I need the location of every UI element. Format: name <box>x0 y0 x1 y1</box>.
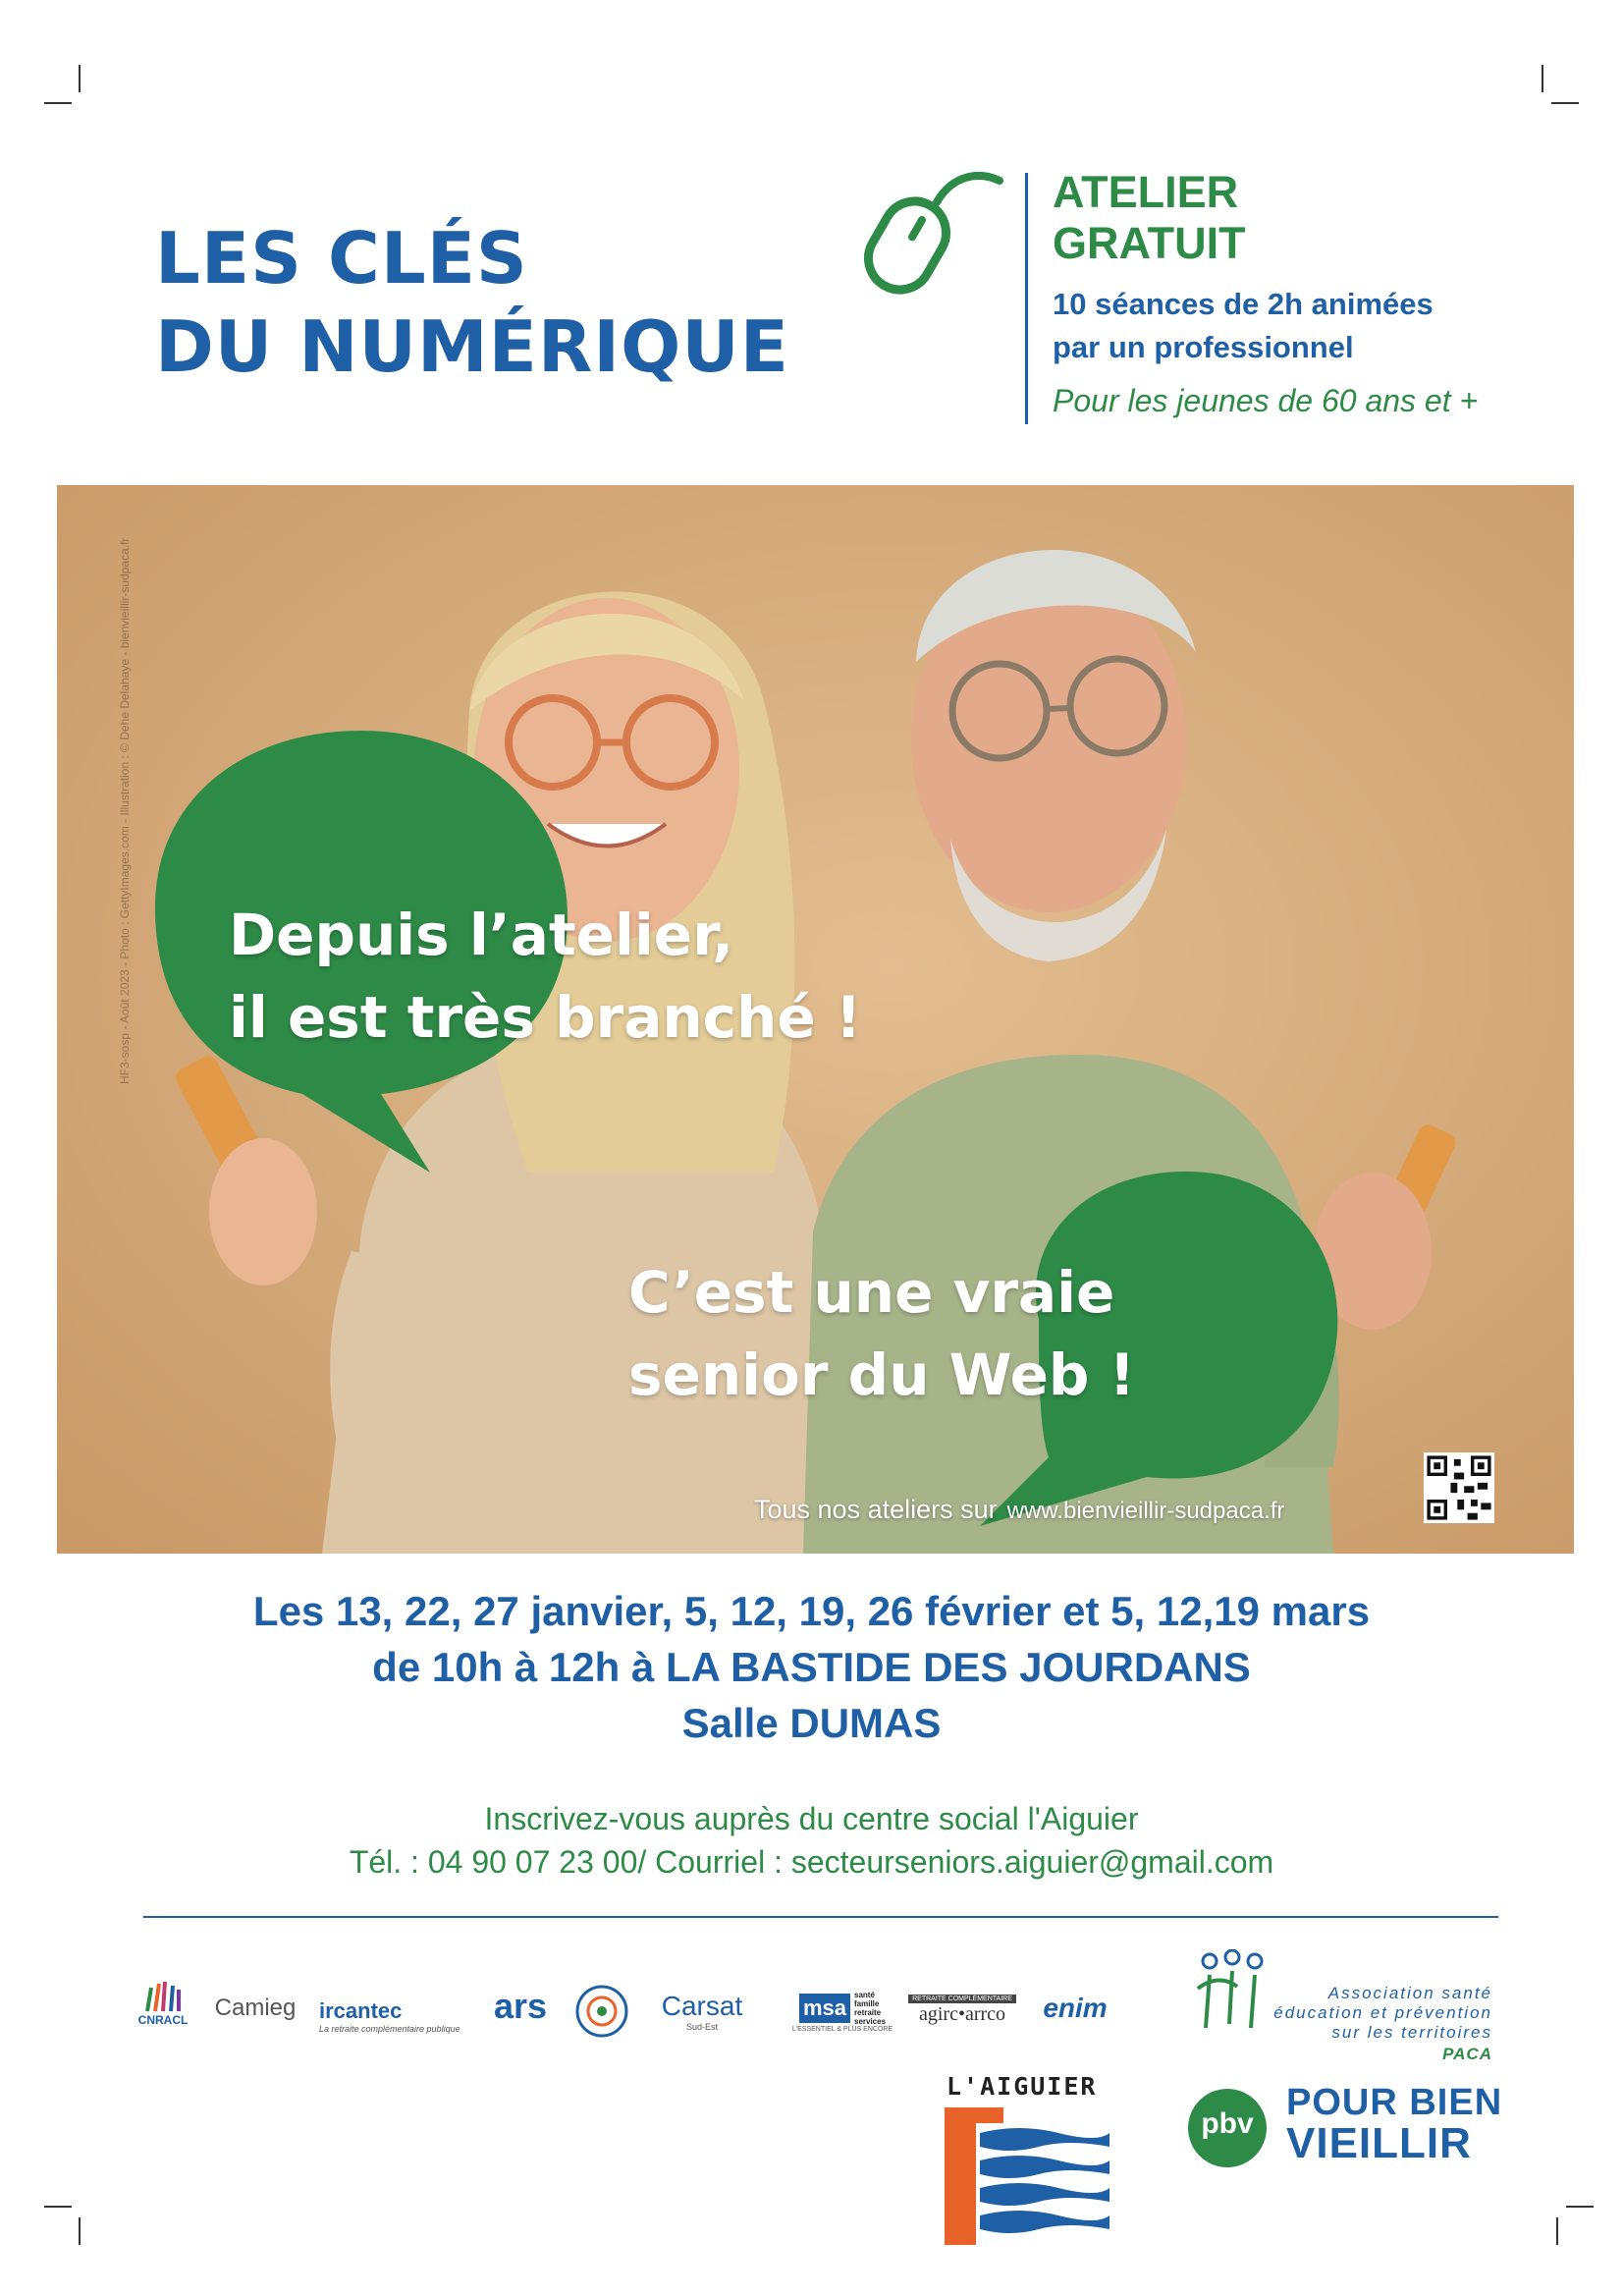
title-line: LES CLÉS <box>155 217 528 300</box>
computer-mouse-icon <box>846 165 1003 302</box>
pbv-line: VIEILLIR <box>1286 2119 1472 2167</box>
bubble-line: il est très branché ! <box>229 984 862 1051</box>
pbv-text <box>1286 2082 1503 2167</box>
assoc-line: sur les territoires <box>1331 2023 1492 2042</box>
photo-credit: HF3-sosp - Août 2023 - Photo : GettyImages.com - Illustration : © Dehe Delahaye - bienvieillir-sudpaca.fr <box>118 537 132 1084</box>
seal-logo-icon <box>574 1984 629 2039</box>
carsat-label: Carsat <box>661 1991 743 2021</box>
crop-mark <box>44 102 72 104</box>
crop-mark <box>1556 2217 1558 2245</box>
cnracl-figures-icon <box>141 1980 185 2013</box>
pbv-badge: pbv <box>1188 2089 1267 2167</box>
msa-logo <box>793 1979 892 2044</box>
camieg-logo <box>201 1989 309 2028</box>
horizontal-divider <box>143 1916 1498 1918</box>
qr-code-icon[interactable] <box>1424 1452 1494 1523</box>
enim-logo <box>1036 1984 1114 2033</box>
agirc-top: RETRAITE COMPLÉMENTAIRE <box>908 1995 1016 2003</box>
assoc-line: éducation et prévention <box>1273 2003 1492 2022</box>
ircantec-label: ircantec <box>319 1997 403 2023</box>
footer-label: Tous nos ateliers sur <box>754 1495 998 1524</box>
contact-line: Inscrivez-vous auprès du centre social l'Aiguier <box>484 1801 1139 1836</box>
crop-mark <box>1551 102 1579 104</box>
pbv-line: POUR BIEN <box>1286 2082 1503 2123</box>
schedule-line: de 10h à 12h à LA BASTIDE DES JOURDANS <box>372 1644 1251 1690</box>
website-link[interactable]: www.bienvieillir-sudpaca.fr <box>1006 1498 1285 1524</box>
cnracl-label: CNRACL <box>137 2013 189 2027</box>
schedule-line: Les 13, 22, 27 janvier, 5, 12, 19, 26 février et 5, 12,19 mars <box>252 1588 1371 1634</box>
enim-label: enim <box>1043 1993 1108 2023</box>
speech-bubble-text-2 <box>628 1251 1135 1416</box>
association-figures-icon <box>1188 1949 1276 2038</box>
photo-footer <box>754 1495 1284 1525</box>
atelier-sub-line: par un professionnel <box>1053 330 1354 364</box>
agirc-label: agirc•arrco <box>918 2003 1006 2025</box>
atelier-subtitle <box>1053 283 1524 369</box>
hero-photo <box>57 485 1574 1554</box>
bubble-line: senior du Web ! <box>628 1341 1136 1408</box>
page-title <box>155 214 789 391</box>
vertical-divider <box>1025 173 1028 424</box>
msa-line: santé <box>854 1990 875 1999</box>
ars-label: ars <box>493 1986 548 2026</box>
msa-label: msa <box>799 1994 850 2023</box>
speech-bubble-text-1 <box>229 894 861 1059</box>
aiguier-logo-icon <box>941 2104 1117 2251</box>
atelier-sub-line: 10 séances de 2h animées <box>1053 287 1434 321</box>
agirc-arrco-logo <box>903 1984 1021 2037</box>
msa-line: retraite <box>854 2007 882 2017</box>
carsat-sub: Sud-Est <box>685 2022 718 2032</box>
audience-text: Pour les jeunes de 60 ans et + <box>1053 383 1479 418</box>
crop-mark <box>79 65 81 92</box>
crop-mark <box>79 2217 81 2245</box>
schedule <box>0 1583 1623 1751</box>
atelier-title-line: ATELIER <box>1053 167 1239 217</box>
ircantec-logo <box>319 1989 461 2043</box>
atelier-title <box>1053 167 1524 269</box>
carsat-logo <box>643 1984 761 2039</box>
association-text <box>1267 1984 1492 2064</box>
crop-mark <box>44 2206 72 2208</box>
msa-line: services <box>854 2016 887 2026</box>
title-line: DU NUMÉRIQUE <box>155 305 789 388</box>
crop-mark <box>1566 2206 1594 2208</box>
msa-line: famille <box>854 1998 880 2008</box>
camieg-label: Camieg <box>214 1995 297 2021</box>
schedule-line: Salle DUMAS <box>681 1700 942 1746</box>
bubble-line: Depuis l’atelier, <box>229 902 734 968</box>
ars-logo <box>481 1982 560 2031</box>
assoc-region: PACA <box>1442 2045 1492 2063</box>
bubble-line: C’est une vraie <box>628 1259 1115 1326</box>
crop-mark <box>1542 65 1543 92</box>
registration-contact <box>0 1797 1623 1884</box>
msa-sub: L'ESSENTIEL & PLUS ENCORE <box>791 2025 893 2033</box>
assoc-line: Association santé <box>1327 1984 1492 2002</box>
cnracl-logo <box>137 1974 189 2033</box>
aiguier-label: L'AIGUIER <box>947 2072 1098 2101</box>
atelier-title-line: GRATUIT <box>1053 218 1246 268</box>
contact-line[interactable]: Tél. : 04 90 07 23 00/ Courriel : secteurseniors.aiguier@gmail.com <box>349 1844 1274 1880</box>
atelier-info <box>1053 167 1524 420</box>
ircantec-tagline: La retraite complémentaire publique <box>319 2023 460 2034</box>
